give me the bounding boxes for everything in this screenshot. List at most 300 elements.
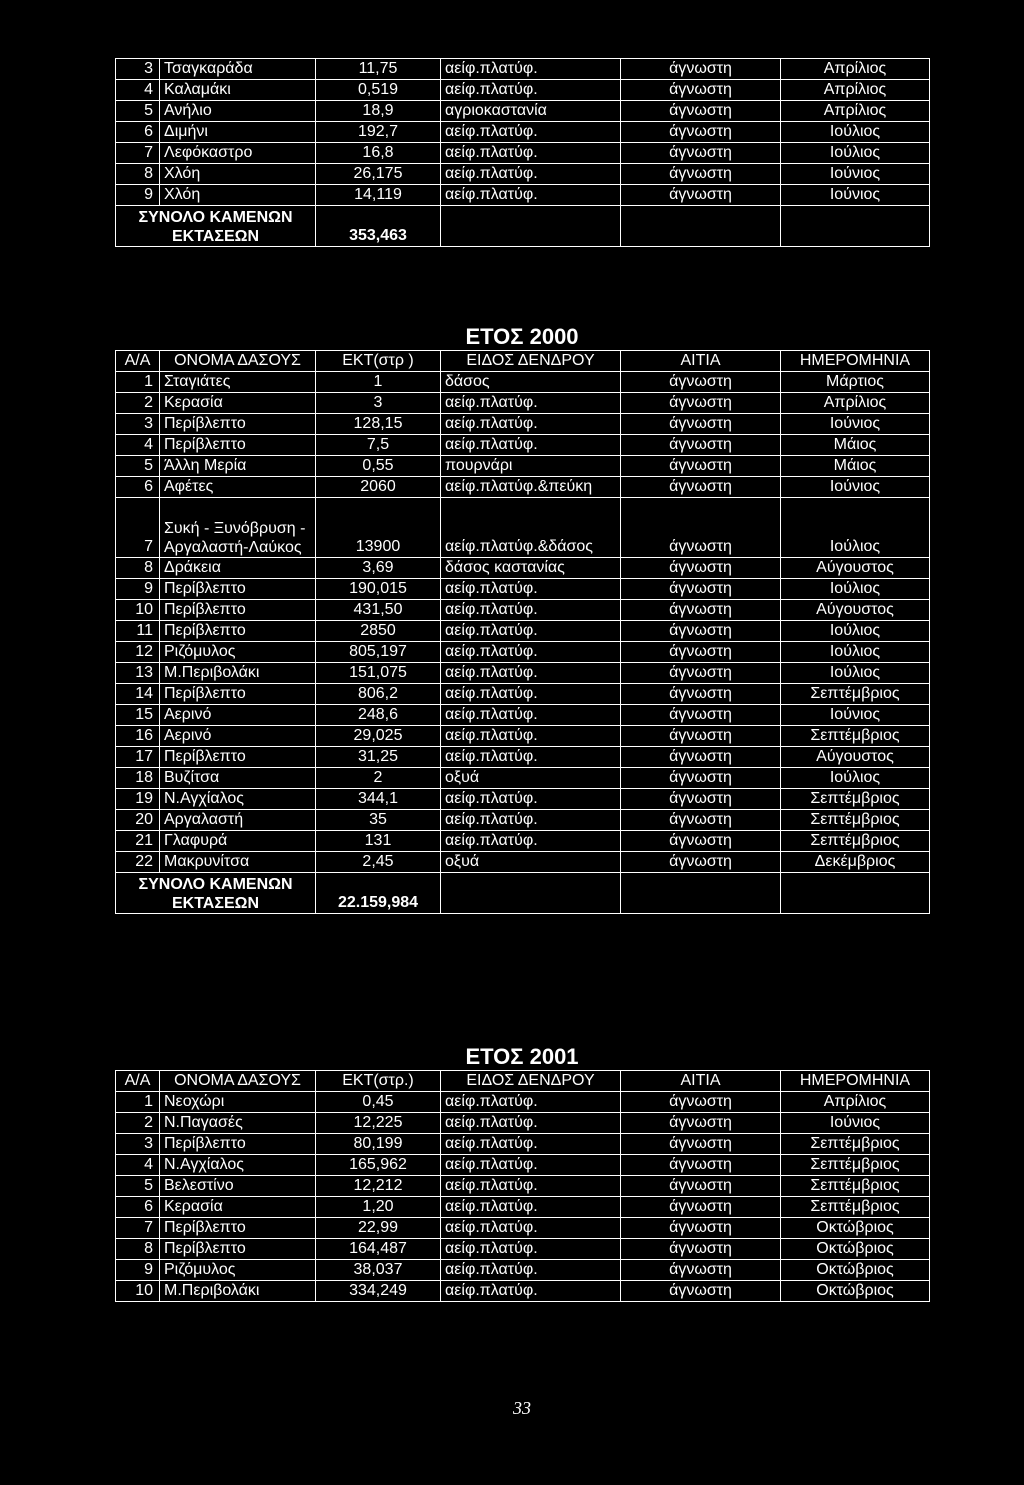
tree-type: αείφ.πλατύφ.: [441, 164, 621, 185]
table-row: [116, 1260, 930, 1281]
row-number: 9: [116, 1260, 160, 1281]
total-value: 22.159,984: [316, 873, 441, 914]
tree-type: αείφ.πλατύφ.: [441, 579, 621, 600]
forest-name: Περίβλεπτο: [160, 414, 316, 435]
table-row: [116, 1092, 930, 1113]
fire-date: Σεπτέμβριος: [781, 1176, 930, 1197]
row-number: 9: [116, 185, 160, 206]
table-row: [116, 684, 930, 705]
tree-type: αείφ.πλατύφ.: [441, 143, 621, 164]
fire-cause: άγνωστη: [621, 122, 781, 143]
tree-type: αείφ.πλατύφ.: [441, 393, 621, 414]
tree-type: δάσος: [441, 372, 621, 393]
row-number: 19: [116, 789, 160, 810]
fire-cause: άγνωστη: [621, 1197, 781, 1218]
fire-date: Σεπτέμβριος: [781, 1155, 930, 1176]
tree-type: αείφ.πλατύφ.: [441, 1239, 621, 1260]
fire-cause: άγνωστη: [621, 143, 781, 164]
row-number: 9: [116, 579, 160, 600]
fire-cause: άγνωστη: [621, 1239, 781, 1260]
row-number: 2: [116, 1113, 160, 1134]
fire-cause: άγνωστη: [621, 663, 781, 684]
total-label: ΣΥΝΟΛΟ ΚΑΜΕΝΩΝ ΕΚΤΑΣΕΩΝ: [116, 206, 316, 247]
table-row: [116, 143, 930, 164]
burned-area: 12,212: [316, 1176, 441, 1197]
table-row: [116, 393, 930, 414]
header-cause: ΑΙΤΙΑ: [621, 351, 781, 372]
fire-date: Ιούλιος: [781, 768, 930, 789]
total-row: [116, 206, 930, 247]
row-number: 7: [116, 143, 160, 164]
burned-area: 38,037: [316, 1260, 441, 1281]
header-forest-name: ΟΝΟΜΑ ΔΑΣΟΥΣ: [160, 351, 316, 372]
fire-cause: άγνωστη: [621, 621, 781, 642]
fire-date: Ιούλιος: [781, 663, 930, 684]
forest-name: Περίβλεπτο: [160, 1239, 316, 1260]
burned-area: 2: [316, 768, 441, 789]
row-number: 14: [116, 684, 160, 705]
burned-area: 31,25: [316, 747, 441, 768]
fire-date: Ιούνιος: [781, 185, 930, 206]
tree-type: αείφ.πλατύφ.: [441, 122, 621, 143]
table-row: [116, 59, 930, 80]
fire-date: Σεπτέμβριος: [781, 684, 930, 705]
tree-type: οξυά: [441, 852, 621, 873]
fire-date: Μάιος: [781, 456, 930, 477]
fire-cause: άγνωστη: [621, 747, 781, 768]
row-number: 4: [116, 435, 160, 456]
header-cause: ΑΙΤΙΑ: [621, 1071, 781, 1092]
table-row: [116, 852, 930, 873]
forest-name: Μ.Περιβολάκι: [160, 1281, 316, 1302]
tree-type: αείφ.πλατύφ.: [441, 435, 621, 456]
fire-date: Αύγουστος: [781, 600, 930, 621]
fire-cause: άγνωστη: [621, 768, 781, 789]
row-number: 18: [116, 768, 160, 789]
tree-type: αείφ.πλατύφ.: [441, 1218, 621, 1239]
fire-date: Ιούνιος: [781, 414, 930, 435]
burned-area: 151,075: [316, 663, 441, 684]
row-number: 4: [116, 80, 160, 101]
table-row: [116, 1218, 930, 1239]
forest-name: Ν.Παγασές: [160, 1113, 316, 1134]
total-row: [116, 873, 930, 914]
row-number: 21: [116, 831, 160, 852]
table-row: [116, 726, 930, 747]
fire-date: Ιούλιος: [781, 498, 930, 558]
burned-area: 29,025: [316, 726, 441, 747]
table-row: [116, 435, 930, 456]
forest-name: Κερασία: [160, 1197, 316, 1218]
fire-date: Ιούλιος: [781, 579, 930, 600]
forest-name: Μ.Περιβολάκι: [160, 663, 316, 684]
forest-name: Ανήλιο: [160, 101, 316, 122]
burned-area: 80,199: [316, 1134, 441, 1155]
total-value: 353,463: [316, 206, 441, 247]
forest-name: Συκή - Ξυνόβρυση - Αργαλαστή-Λαύκος: [160, 498, 316, 558]
forest-name: Περίβλεπτο: [160, 621, 316, 642]
row-number: 10: [116, 600, 160, 621]
row-number: 6: [116, 122, 160, 143]
row-number: 10: [116, 1281, 160, 1302]
tree-type: αείφ.πλατύφ.: [441, 80, 621, 101]
table-row: [116, 789, 930, 810]
table-row: [116, 185, 930, 206]
fire-date: Ιούλιος: [781, 143, 930, 164]
burned-area: 18,9: [316, 101, 441, 122]
fire-cause: άγνωστη: [621, 705, 781, 726]
burned-area: 192,7: [316, 122, 441, 143]
forest-name: Βυζίτσα: [160, 768, 316, 789]
forest-name: Περίβλεπτο: [160, 1218, 316, 1239]
table-row: [116, 768, 930, 789]
fire-cause: άγνωστη: [621, 1260, 781, 1281]
fire-table-2000: [115, 350, 930, 914]
table-row: [116, 1113, 930, 1134]
table-row: [116, 477, 930, 498]
fire-cause: άγνωστη: [621, 498, 781, 558]
forest-name: Νεοχώρι: [160, 1092, 316, 1113]
forest-name: Μακρυνίτσα: [160, 852, 316, 873]
forest-name: Περίβλεπτο: [160, 579, 316, 600]
tree-type: αείφ.πλατύφ.: [441, 185, 621, 206]
fire-date: Ιούνιος: [781, 164, 930, 185]
year-2001-title: ΕΤΟΣ 2001: [465, 1044, 579, 1069]
header-tree-type: ΕΙΔΟΣ ΔΕΝΔΡΟΥ: [441, 351, 621, 372]
header-date: ΗΜΕΡΟΜΗΝΙΑ: [781, 1071, 930, 1092]
fire-cause: άγνωστη: [621, 1092, 781, 1113]
burned-area: 12,225: [316, 1113, 441, 1134]
tree-type: αείφ.πλατύφ.: [441, 642, 621, 663]
fire-date: Ιούλιος: [781, 621, 930, 642]
burned-area: 131: [316, 831, 441, 852]
burned-area: 0,519: [316, 80, 441, 101]
burned-area: 2850: [316, 621, 441, 642]
fire-date: Σεπτέμβριος: [781, 726, 930, 747]
fire-date: Ιούλιος: [781, 642, 930, 663]
fire-date: Απρίλιος: [781, 80, 930, 101]
table-row: [116, 831, 930, 852]
table-row: [116, 1176, 930, 1197]
tree-type: αείφ.πλατύφ.: [441, 1197, 621, 1218]
total-empty-cell: [621, 206, 781, 247]
burned-area: 1,20: [316, 1197, 441, 1218]
row-number: 13: [116, 663, 160, 684]
row-number: 20: [116, 810, 160, 831]
fire-cause: άγνωστη: [621, 414, 781, 435]
tree-type: αείφ.πλατύφ.: [441, 663, 621, 684]
forest-name: Περίβλεπτο: [160, 684, 316, 705]
fire-cause: άγνωστη: [621, 164, 781, 185]
forest-name: Άλλη Μερία: [160, 456, 316, 477]
forest-name: Ν.Αγχίαλος: [160, 789, 316, 810]
forest-name: Χλόη: [160, 185, 316, 206]
table-header-row: [116, 1071, 930, 1092]
tree-type: αείφ.πλατύφ.: [441, 684, 621, 705]
burned-area: 1: [316, 372, 441, 393]
row-number: 11: [116, 621, 160, 642]
fire-date: Ιούνιος: [781, 1113, 930, 1134]
row-number: 5: [116, 456, 160, 477]
fire-date: Σεπτέμβριος: [781, 1134, 930, 1155]
tree-type: αείφ.πλατύφ.&δάσος: [441, 498, 621, 558]
tree-type: αείφ.πλατύφ.&πεύκη: [441, 477, 621, 498]
table-row: [116, 122, 930, 143]
fire-cause: άγνωστη: [621, 558, 781, 579]
table-row: [116, 101, 930, 122]
total-empty-cell: [621, 873, 781, 914]
forest-name: Αερινό: [160, 705, 316, 726]
fire-date: Απρίλιος: [781, 393, 930, 414]
table-row: [116, 372, 930, 393]
fire-cause: άγνωστη: [621, 59, 781, 80]
row-number: 7: [116, 1218, 160, 1239]
burned-area: 2,45: [316, 852, 441, 873]
tree-type: αείφ.πλατύφ.: [441, 1155, 621, 1176]
burned-area: 806,2: [316, 684, 441, 705]
forest-name: Διμήνι: [160, 122, 316, 143]
header-area: ΕΚΤ(στρ.): [316, 1071, 441, 1092]
fire-cause: άγνωστη: [621, 600, 781, 621]
tree-type: αείφ.πλατύφ.: [441, 747, 621, 768]
table-row: [116, 600, 930, 621]
total-empty-cell: [441, 873, 621, 914]
fire-date: Μάρτιος: [781, 372, 930, 393]
tree-type: αείφ.πλατύφ.: [441, 789, 621, 810]
fire-cause: άγνωστη: [621, 435, 781, 456]
fire-cause: άγνωστη: [621, 852, 781, 873]
year-2000-title: ΕΤΟΣ 2000: [465, 324, 579, 349]
table-row: [116, 810, 930, 831]
total-label: ΣΥΝΟΛΟ ΚΑΜΕΝΩΝ ΕΚΤΑΣΕΩΝ: [116, 873, 316, 914]
forest-name: Αφέτες: [160, 477, 316, 498]
forest-name: Αργαλαστή: [160, 810, 316, 831]
burned-area: 16,8: [316, 143, 441, 164]
total-empty-cell: [781, 206, 930, 247]
forest-name: Ριζόμυλος: [160, 1260, 316, 1281]
table-header-row: [116, 351, 930, 372]
fire-date: Οκτώβριος: [781, 1239, 930, 1260]
tree-type: οξυά: [441, 768, 621, 789]
forest-name: Καλαμάκι: [160, 80, 316, 101]
fire-date: Ιούνιος: [781, 705, 930, 726]
tree-type: αείφ.πλατύφ.: [441, 1092, 621, 1113]
forest-name: Κερασία: [160, 393, 316, 414]
fire-date: Ιούνιος: [781, 477, 930, 498]
forest-name: Αερινό: [160, 726, 316, 747]
burned-area: 11,75: [316, 59, 441, 80]
fire-date: Σεπτέμβριος: [781, 1197, 930, 1218]
forest-name: Τσαγκαράδα: [160, 59, 316, 80]
tree-type: αείφ.πλατύφ.: [441, 831, 621, 852]
burned-area: 22,99: [316, 1218, 441, 1239]
header-aa: Α/Α: [116, 351, 160, 372]
burned-area: 3,69: [316, 558, 441, 579]
row-number: 8: [116, 1239, 160, 1260]
row-number: 3: [116, 1134, 160, 1155]
table-row: [116, 498, 930, 558]
burned-area: 0,45: [316, 1092, 441, 1113]
tree-type: αείφ.πλατύφ.: [441, 1176, 621, 1197]
burned-area: 14,119: [316, 185, 441, 206]
fire-date: Οκτώβριος: [781, 1281, 930, 1302]
fire-table-2000-body: [116, 372, 930, 914]
table-row: [116, 663, 930, 684]
fire-cause: άγνωστη: [621, 1134, 781, 1155]
tree-type: αείφ.πλατύφ.: [441, 1260, 621, 1281]
fire-cause: άγνωστη: [621, 831, 781, 852]
forest-name: Γλαφυρά: [160, 831, 316, 852]
fire-cause: άγνωστη: [621, 456, 781, 477]
burned-area: 128,15: [316, 414, 441, 435]
forest-name: Ριζόμυλος: [160, 642, 316, 663]
fire-cause: άγνωστη: [621, 789, 781, 810]
fire-date: Αύγουστος: [781, 558, 930, 579]
table-row: [116, 747, 930, 768]
forest-name: Περίβλεπτο: [160, 435, 316, 456]
row-number: 8: [116, 164, 160, 185]
fire-cause: άγνωστη: [621, 684, 781, 705]
fire-table-continued-body: [116, 59, 930, 247]
forest-name: Περίβλεπτο: [160, 600, 316, 621]
fire-date: Σεπτέμβριος: [781, 789, 930, 810]
fire-cause: άγνωστη: [621, 810, 781, 831]
table-row: [116, 558, 930, 579]
fire-cause: άγνωστη: [621, 372, 781, 393]
fire-date: Οκτώβριος: [781, 1218, 930, 1239]
fire-table-2001: [115, 1070, 930, 1302]
table-row: [116, 164, 930, 185]
tree-type: αείφ.πλατύφ.: [441, 1134, 621, 1155]
fire-date: Ιούλιος: [781, 122, 930, 143]
header-forest-name: ΟΝΟΜΑ ΔΑΣΟΥΣ: [160, 1071, 316, 1092]
burned-area: 344,1: [316, 789, 441, 810]
tree-type: αείφ.πλατύφ.: [441, 1281, 621, 1302]
tree-type: πουρνάρι: [441, 456, 621, 477]
burned-area: 165,962: [316, 1155, 441, 1176]
burned-area: 7,5: [316, 435, 441, 456]
fire-cause: άγνωστη: [621, 1155, 781, 1176]
header-aa: Α/Α: [116, 1071, 160, 1092]
total-empty-cell: [781, 873, 930, 914]
row-number: 17: [116, 747, 160, 768]
fire-cause: άγνωστη: [621, 1113, 781, 1134]
row-number: 2: [116, 393, 160, 414]
row-number: 8: [116, 558, 160, 579]
table-row: [116, 414, 930, 435]
table-row: [116, 705, 930, 726]
row-number: 1: [116, 1092, 160, 1113]
row-number: 6: [116, 477, 160, 498]
total-empty-cell: [441, 206, 621, 247]
fire-date: Οκτώβριος: [781, 1260, 930, 1281]
fire-date: Απρίλιος: [781, 1092, 930, 1113]
row-number: 4: [116, 1155, 160, 1176]
fire-cause: άγνωστη: [621, 1281, 781, 1302]
tree-type: αείφ.πλατύφ.: [441, 414, 621, 435]
burned-area: 334,249: [316, 1281, 441, 1302]
tree-type: αείφ.πλατύφ.: [441, 59, 621, 80]
fire-cause: άγνωστη: [621, 726, 781, 747]
burned-area: 248,6: [316, 705, 441, 726]
burned-area: 35: [316, 810, 441, 831]
header-tree-type: ΕΙΔΟΣ ΔΕΝΔΡΟΥ: [441, 1071, 621, 1092]
row-number: 22: [116, 852, 160, 873]
row-number: 16: [116, 726, 160, 747]
fire-date: Μάιος: [781, 435, 930, 456]
fire-cause: άγνωστη: [621, 642, 781, 663]
fire-cause: άγνωστη: [621, 185, 781, 206]
table-row: [116, 1134, 930, 1155]
fire-table-continued: [115, 58, 930, 247]
fire-cause: άγνωστη: [621, 477, 781, 498]
burned-area: 3: [316, 393, 441, 414]
tree-type: αείφ.πλατύφ.: [441, 705, 621, 726]
forest-name: Σταγιάτες: [160, 372, 316, 393]
burned-area: 0,55: [316, 456, 441, 477]
header-area: ΕΚΤ(στρ ): [316, 351, 441, 372]
fire-cause: άγνωστη: [621, 1218, 781, 1239]
row-number: 5: [116, 101, 160, 122]
forest-name: Ν.Αγχίαλος: [160, 1155, 316, 1176]
fire-date: Απρίλιος: [781, 101, 930, 122]
tree-type: αγριοκαστανία: [441, 101, 621, 122]
fire-cause: άγνωστη: [621, 1176, 781, 1197]
fire-date: Σεπτέμβριος: [781, 831, 930, 852]
row-number: 5: [116, 1176, 160, 1197]
fire-date: Δεκέμβριος: [781, 852, 930, 873]
header-date: ΗΜΕΡΟΜΗΝΙΑ: [781, 351, 930, 372]
row-number: 15: [116, 705, 160, 726]
fire-cause: άγνωστη: [621, 393, 781, 414]
fire-date: Αύγουστος: [781, 747, 930, 768]
row-number: 3: [116, 414, 160, 435]
table-row: [116, 1239, 930, 1260]
forest-name: Λεφόκαστρο: [160, 143, 316, 164]
tree-type: αείφ.πλατύφ.: [441, 600, 621, 621]
burned-area: 26,175: [316, 164, 441, 185]
table-row: [116, 1281, 930, 1302]
table-row: [116, 1155, 930, 1176]
forest-name: Περίβλεπτο: [160, 1134, 316, 1155]
forest-name: Περίβλεπτο: [160, 747, 316, 768]
tree-type: δάσος καστανίας: [441, 558, 621, 579]
table-row: [116, 456, 930, 477]
row-number: 3: [116, 59, 160, 80]
burned-area: 190,015: [316, 579, 441, 600]
fire-date: Απρίλιος: [781, 59, 930, 80]
row-number: 1: [116, 372, 160, 393]
burned-area: 431,50: [316, 600, 441, 621]
table-row: [116, 579, 930, 600]
tree-type: αείφ.πλατύφ.: [441, 726, 621, 747]
table-row: [116, 1197, 930, 1218]
page-number: 33: [513, 1398, 531, 1418]
row-number: 7: [116, 498, 160, 558]
fire-cause: άγνωστη: [621, 579, 781, 600]
burned-area: 2060: [316, 477, 441, 498]
burned-area: 164,487: [316, 1239, 441, 1260]
burned-area: 805,197: [316, 642, 441, 663]
tree-type: αείφ.πλατύφ.: [441, 621, 621, 642]
table-row: [116, 80, 930, 101]
burned-area: 13900: [316, 498, 441, 558]
tree-type: αείφ.πλατύφ.: [441, 810, 621, 831]
table-row: [116, 642, 930, 663]
fire-date: Σεπτέμβριος: [781, 810, 930, 831]
tree-type: αείφ.πλατύφ.: [441, 1113, 621, 1134]
fire-cause: άγνωστη: [621, 101, 781, 122]
